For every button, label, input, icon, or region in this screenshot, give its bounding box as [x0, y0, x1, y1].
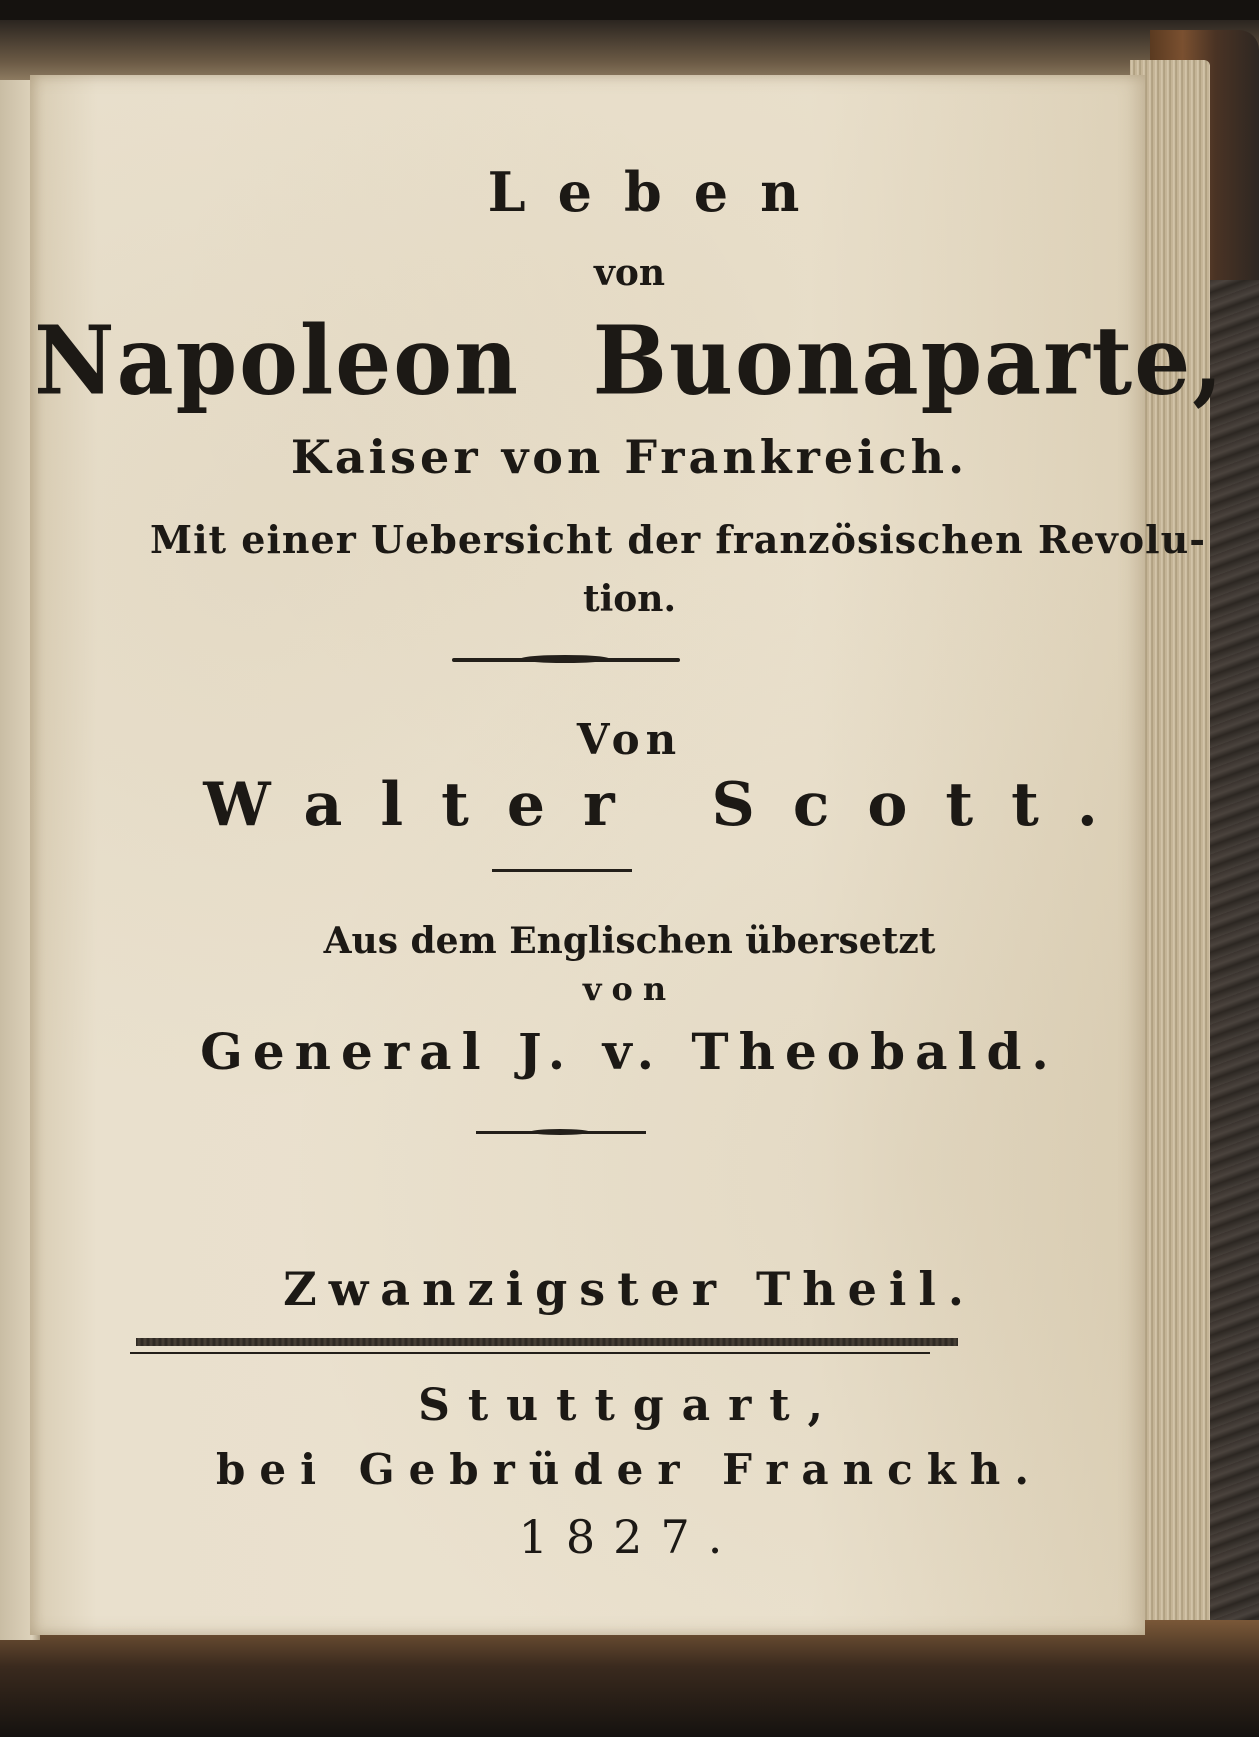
- subject-title: Kaiser von Frankreich.: [290, 430, 969, 484]
- subtitle-line-1: Mit einer Uebersicht der französischen Revolu-: [150, 517, 1206, 562]
- book-cover-bottom: [0, 1620, 1259, 1737]
- heavy-rule: [136, 1338, 958, 1346]
- ornamental-rule-center: [520, 655, 610, 663]
- subject-name: Napoleon Buonaparte,: [34, 303, 1225, 417]
- author-name: Walter Scott.: [203, 770, 1136, 840]
- translation-note: Aus dem Englischen übersetzt: [323, 920, 936, 962]
- book-cover-top: [0, 20, 1259, 80]
- divider-rule-2-center: [530, 1129, 590, 1135]
- text-von-2: von: [582, 970, 677, 1008]
- subtitle-line-2: tion.: [582, 578, 677, 620]
- imprint-place: Stuttgart,: [418, 1380, 841, 1431]
- heading-leben: Leben: [487, 160, 832, 224]
- imprint-publisher: bei Gebrüder Franckh.: [216, 1445, 1043, 1494]
- volume-label: Zwanzigster Theil.: [283, 1262, 976, 1316]
- text-by: Von: [576, 715, 683, 764]
- imprint-year: 1827.: [518, 1510, 741, 1564]
- text-von: von: [593, 252, 666, 294]
- translator-name: General J. v. Theobald.: [200, 1022, 1059, 1081]
- divider-rule: [492, 869, 632, 872]
- thin-rule: [130, 1352, 930, 1354]
